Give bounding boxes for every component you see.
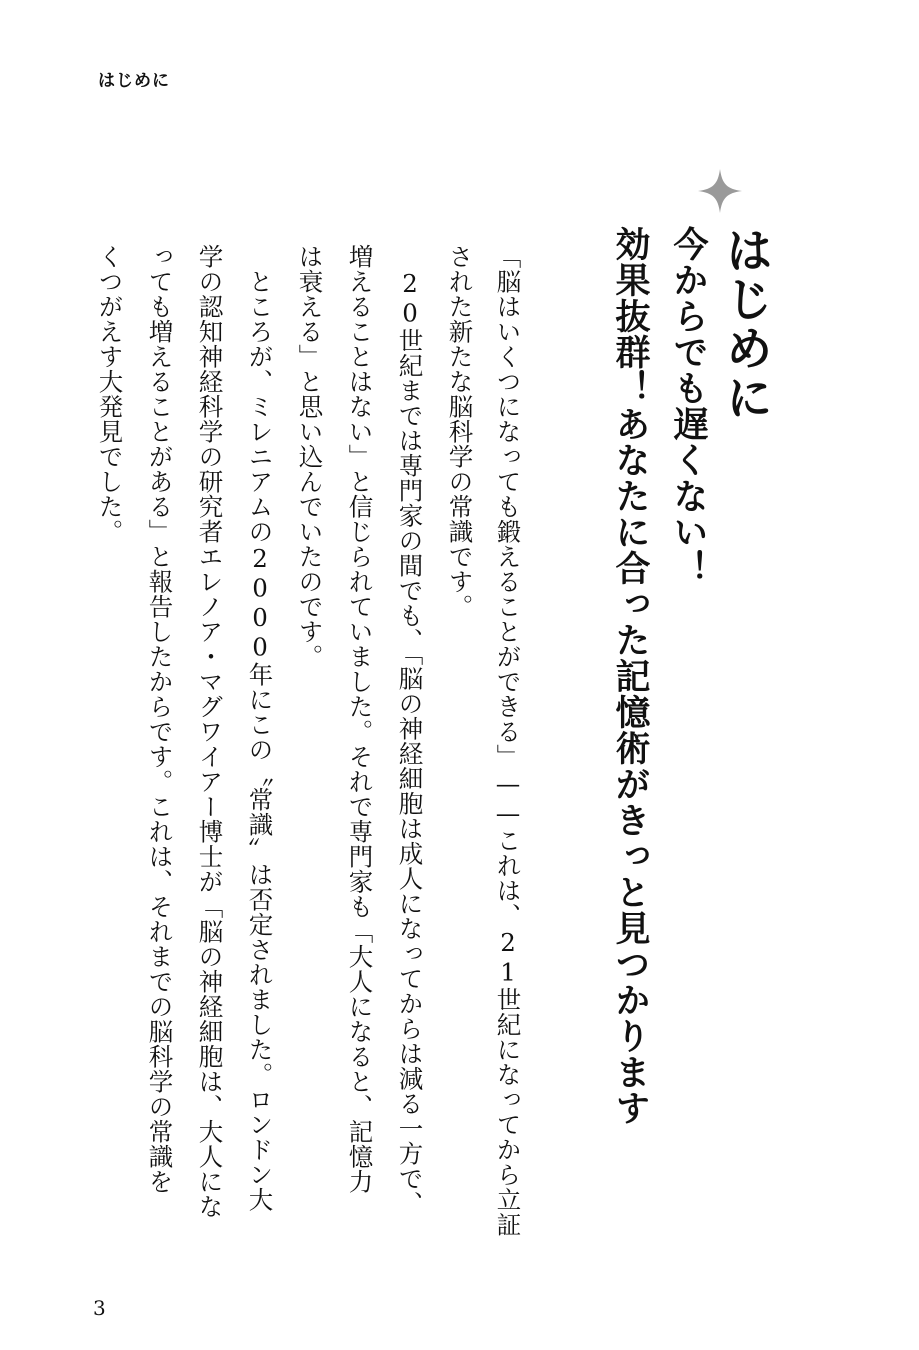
body-line-6: ところが、ミレニアムの2000年にこの〝常識〟は否定されました。ロンドン大 (245, 244, 275, 1212)
body-line-8: っても増えることがある」と報告したからです。これは、それまでの脳科学の常識を (145, 244, 175, 1194)
running-head: はじめに (98, 71, 170, 91)
body-line-4: 増えることはない」と信じられていました。それで専門家も「大人になると、記憶力 (345, 244, 375, 1194)
body-line-5: は衰える」と思い込んでいたのです。 (295, 244, 325, 669)
body-line-7: 学の認知神経科学の研究者エレノア・マグワイアー博士が「脳の神経細胞は、大人にな (195, 244, 225, 1219)
page-number: 3 (93, 1296, 106, 1320)
chapter-subtitle-line-1: 今からでも遅くない！ (668, 226, 708, 586)
chapter-subtitle-line-2: 効果抜群！あなたに合った記憶術がきっと見つかります (610, 226, 650, 1126)
body-line-9: くつがえす大発見でした。 (95, 244, 125, 544)
body-line-3: 20世紀までは専門家の間でも、「脳の神経細胞は成人になってからは減る一方で、 (395, 244, 425, 1216)
body-line-2: された新たな脳科学の常識です。 (445, 244, 475, 619)
body-line-1: 「脳はいくつになっても鍛えることができる」——これは、21世紀になってから立証 (493, 244, 523, 1237)
chapter-title: はじめに (718, 226, 773, 422)
four-point-star-icon (697, 168, 743, 214)
